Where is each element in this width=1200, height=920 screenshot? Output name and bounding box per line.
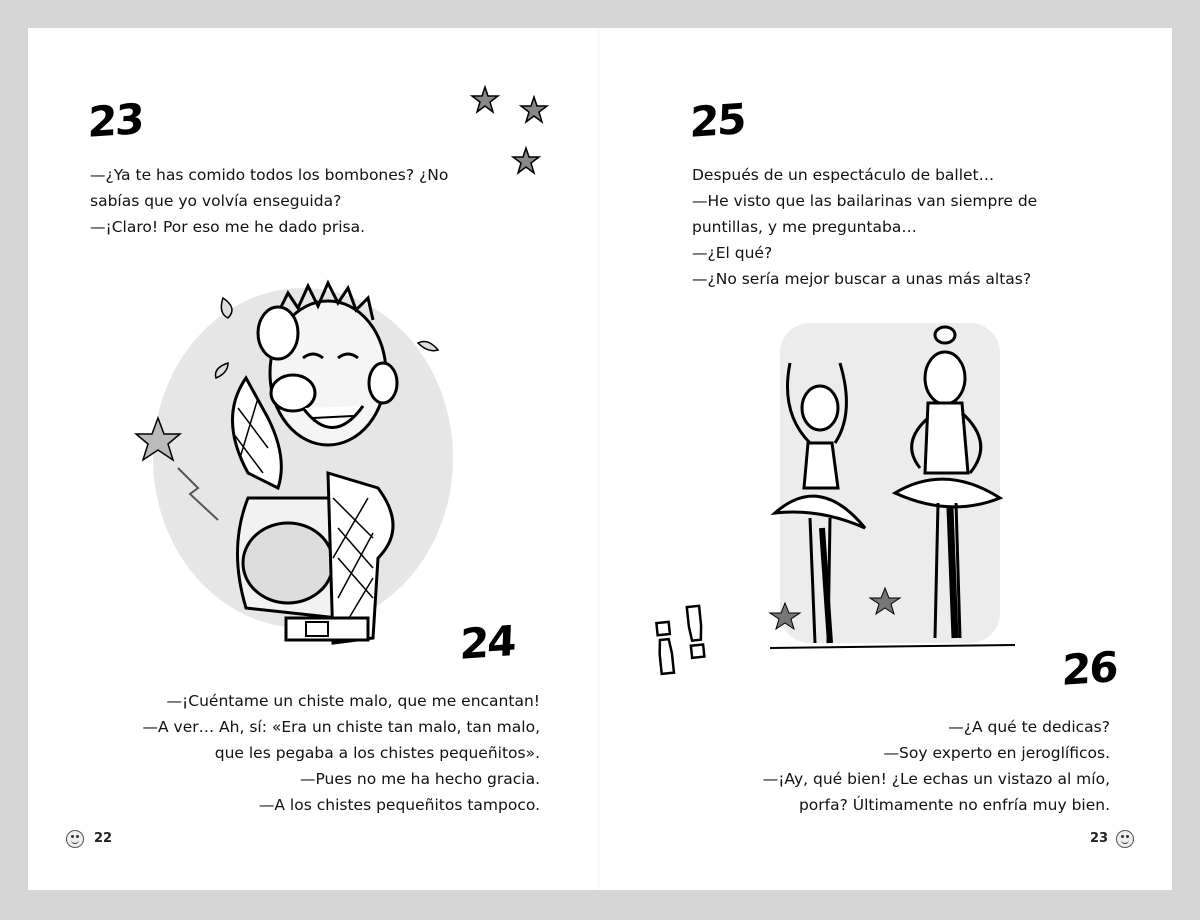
joke-25-line: —¿El qué?	[692, 244, 773, 262]
joke-23-line: —¿Ya te has comido todos los bombones? ¿No	[90, 166, 449, 184]
right-page	[600, 28, 1172, 890]
joke-24-line: —A ver… Ah, sí: «Era un chiste tan malo, tan malo,	[142, 718, 540, 736]
joke-23-text	[90, 162, 448, 240]
smiley-icon	[66, 830, 84, 848]
joke-26-line: —Soy experto en jeroglíficos.	[883, 744, 1110, 762]
joke-23-line: sabías que yo volvía enseguida?	[90, 192, 342, 210]
page-number-right: 23	[1090, 831, 1109, 846]
joke-number-24: 24	[459, 616, 516, 669]
joke-number-25: 25	[689, 94, 746, 147]
joke-26-text	[763, 714, 1110, 818]
smiley-icon	[1116, 830, 1134, 848]
joke-23-line: —¡Claro! Por eso me he dado prisa.	[90, 218, 366, 236]
joke-25-line: Después de un espectáculo de ballet…	[692, 166, 995, 184]
laughing-man-illustration	[128, 258, 468, 678]
stars-decoration-icon	[468, 84, 578, 204]
joke-number-26: 26	[1061, 642, 1118, 695]
joke-25-text	[692, 162, 1037, 292]
page-number-left: 22	[94, 831, 113, 846]
joke-24-line: —A los chistes pequeñitos tampoco.	[258, 796, 540, 814]
joke-number-23: 23	[87, 94, 144, 147]
joke-24-line: —Pues no me ha hecho gracia.	[299, 770, 540, 788]
exclamation-marks: ¡!	[643, 590, 716, 680]
ballerinas-illustration	[760, 303, 1020, 663]
joke-24-text	[143, 688, 540, 818]
joke-24-line: que les pegaba a los chistes pequeñitos».	[214, 744, 540, 762]
joke-25-line: —¿No sería mejor buscar a unas más altas?	[692, 270, 1032, 288]
joke-25-line: puntillas, y me preguntaba…	[692, 218, 917, 236]
joke-25-line: —He visto que las bailarinas van siempre de	[692, 192, 1038, 210]
joke-26-line: —¡Ay, qué bien! ¿Le echas un vistazo al mío,	[762, 770, 1110, 788]
joke-26-line: —¿A qué te dedicas?	[948, 718, 1110, 736]
left-page	[28, 28, 600, 890]
joke-24-line: —¡Cuéntame un chiste malo, que me encantan!	[166, 692, 540, 710]
joke-26-line: porfa? Últimamente no enfría muy bien.	[798, 796, 1110, 814]
